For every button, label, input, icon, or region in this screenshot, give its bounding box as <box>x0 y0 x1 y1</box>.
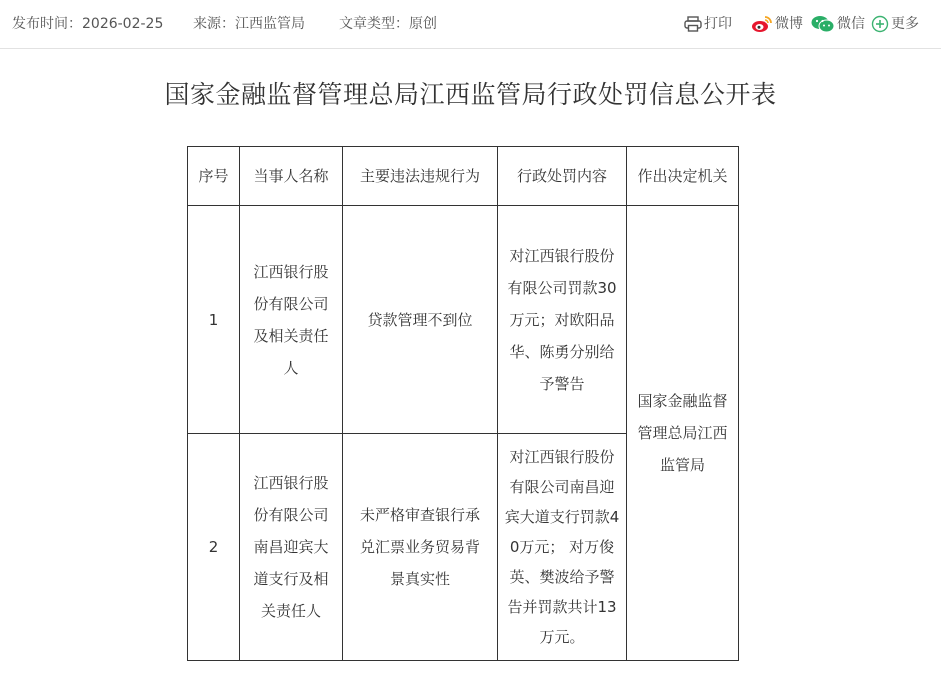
cell-violation: 贷款管理不到位 <box>343 206 498 434</box>
cell-party-name: 江西银行股份有限公司南昌迎宾大道支行及相关责任人 <box>240 434 343 661</box>
penalty-info-table <box>187 146 739 661</box>
table-header-row <box>188 147 739 206</box>
header-penalty-content: 行政处罚内容 <box>498 147 627 206</box>
article-meta-bar <box>0 0 941 49</box>
wechat-share-button[interactable] <box>811 14 865 34</box>
cell-serial-number: 2 <box>188 434 240 661</box>
publish-date: 2026-02-25 <box>82 16 164 32</box>
source-label: 来源： <box>193 16 235 32</box>
weibo-share-button[interactable] <box>751 14 803 34</box>
printer-icon <box>684 16 702 32</box>
wechat-icon <box>811 15 835 33</box>
cell-violation: 未严格审查银行承兑汇票业务贸易背景真实性 <box>343 434 498 661</box>
page-title: 国家金融监督管理总局江西监管局行政处罚信息公开表 <box>164 80 777 109</box>
header-serial-number: 序号 <box>188 147 240 206</box>
article-type-value: 原创 <box>409 16 437 32</box>
more-share-button[interactable] <box>871 14 919 34</box>
cell-penalty-content: 对江西银行股份有限公司南昌迎宾大道支行罚款40万元； 对万俊英、樊波给予警告并罚款共计13万元。 <box>498 434 627 661</box>
header-decision-authority: 作出决定机关 <box>627 147 739 206</box>
print-label: 打印 <box>704 16 732 32</box>
publish-time-label: 发布时间： <box>12 16 82 32</box>
source <box>193 14 305 34</box>
source-value: 江西监管局 <box>235 16 305 32</box>
wechat-label: 微信 <box>837 16 865 32</box>
plus-circle-icon <box>871 15 889 33</box>
cell-serial-number: 1 <box>188 206 240 434</box>
print-button[interactable] <box>684 14 732 34</box>
cell-penalty-content: 对江西银行股份有限公司罚款30万元；对欧阳品华、陈勇分别给予警告 <box>498 206 627 434</box>
article-type-label: 文章类型： <box>339 16 409 32</box>
weibo-icon <box>751 15 773 33</box>
weibo-label: 微博 <box>775 16 803 32</box>
article-type <box>339 14 437 34</box>
header-party-name: 当事人名称 <box>240 147 343 206</box>
publish-time <box>12 14 163 34</box>
cell-party-name: 江西银行股份有限公司及相关责任人 <box>240 206 343 434</box>
table-row <box>188 206 739 434</box>
cell-decision-authority: 国家金融监督管理总局江西监管局 <box>627 206 739 661</box>
more-label: 更多 <box>891 16 919 32</box>
header-violation: 主要违法违规行为 <box>343 147 498 206</box>
